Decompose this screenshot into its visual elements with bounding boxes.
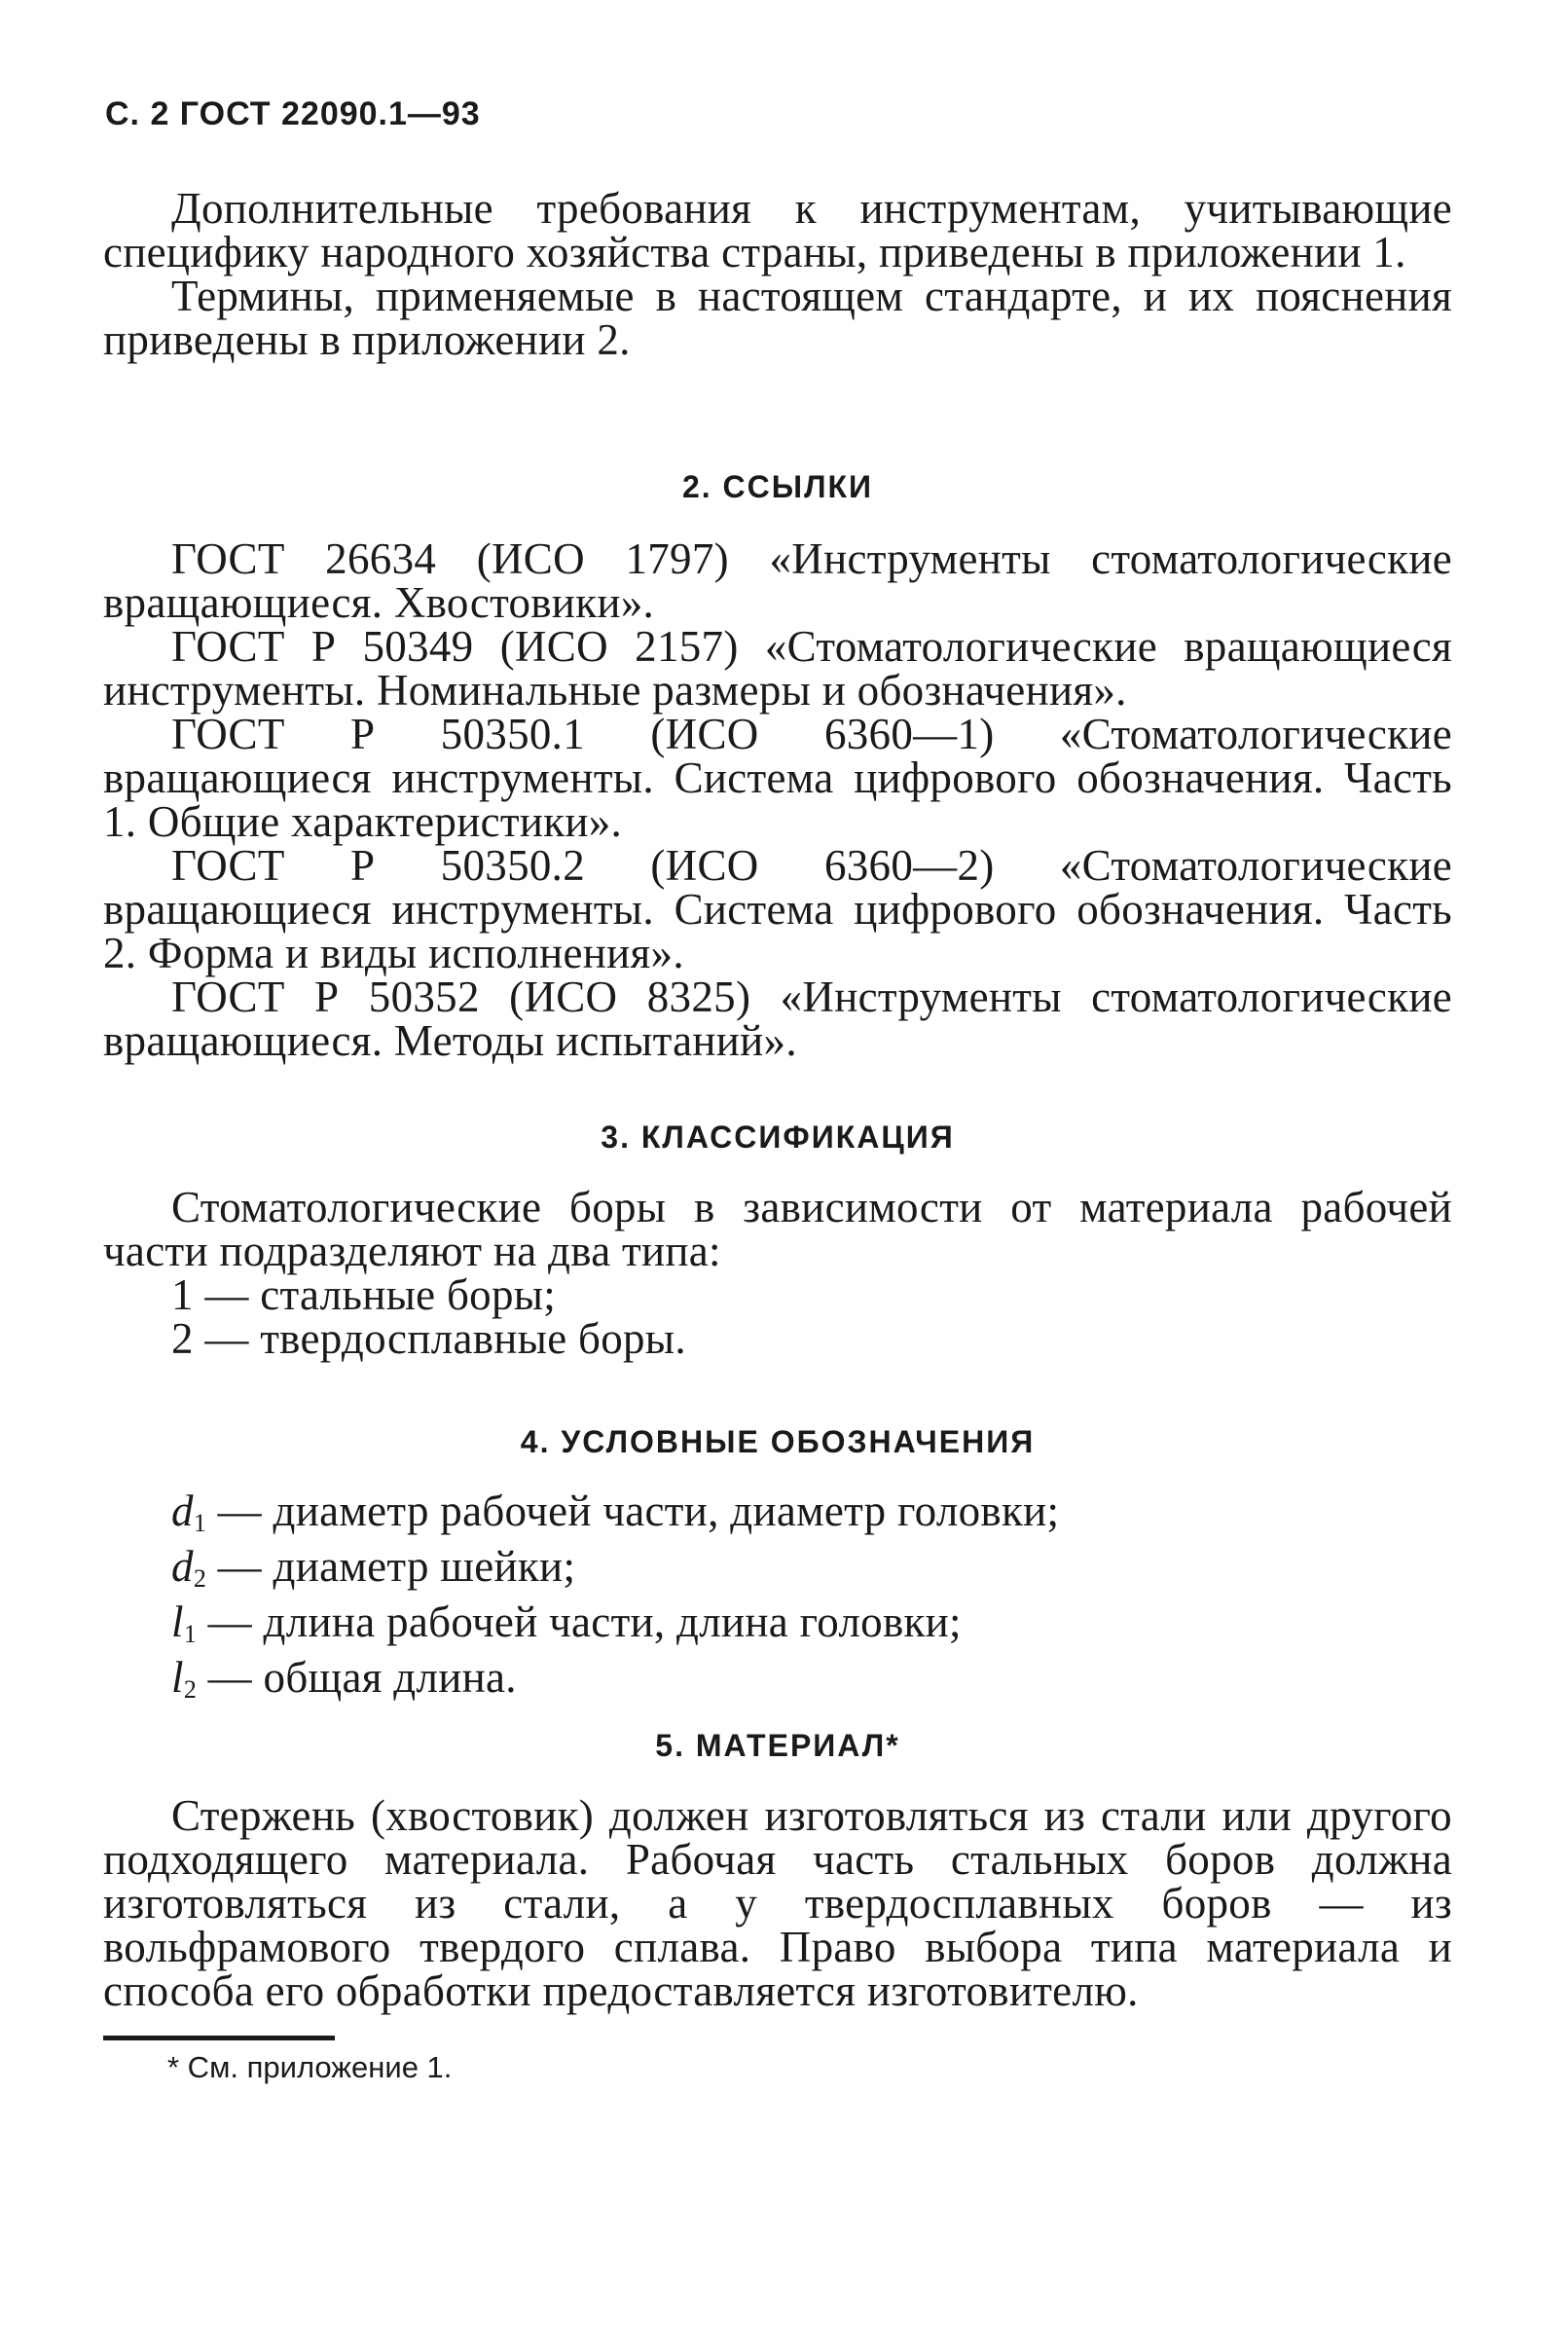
symbol-item — [103, 1653, 1452, 1711]
material-block — [103, 1791, 1452, 2015]
symbol-subscript: 1 — [183, 1620, 198, 1648]
symbol-item — [103, 1597, 1452, 1656]
symbols-list — [103, 1489, 1452, 1711]
intro-paragraph: Термины, применяемые в настоящем стандарте, и их пояснения приведены в приложении 2. — [103, 272, 1452, 364]
intro-block — [103, 184, 1452, 364]
section-4-heading: 4. УСЛОВНЫЕ ОБОЗНАЧЕНИЯ — [520, 1424, 1036, 1459]
symbol-item — [103, 1542, 1452, 1600]
section-5-heading: 5. МАТЕРИАЛ* — [655, 1728, 900, 1763]
symbol-description: — общая длина. — [197, 1653, 517, 1702]
symbol: l — [171, 1597, 184, 1646]
classification-block — [103, 1183, 1452, 1363]
references-list — [103, 534, 1452, 1065]
page-header: С. 2 ГОСТ 22090.1—93 — [105, 95, 481, 132]
symbol-description: — длина рабочей части, длина головки; — [197, 1597, 962, 1646]
section-2-heading: 2. ССЫЛКИ — [681, 469, 874, 504]
symbol-item — [103, 1489, 1452, 1545]
symbol: l — [171, 1653, 184, 1702]
intro-paragraph: Дополнительные требования к инструментам, учитывающие специфику народного хозяйства страны, приведены в приложении 1. — [103, 184, 1452, 276]
classification-text: Стоматологические боры в зависимости от материала рабочей части подразделяют на два типа: — [103, 1183, 1452, 1275]
symbol: d — [171, 1542, 194, 1591]
symbol-subscript: 2 — [193, 1564, 207, 1593]
reference-item: ГОСТ Р 50352 (ИСО 8325) «Инструменты стоматологические вращающиеся. Методы испытаний». — [103, 973, 1452, 1065]
symbol-description: — диаметр шейки; — [206, 1542, 576, 1591]
material-text: Стержень (хвостовик) должен изготовляться из стали или другого подходящего материала. Рабочая часть стальных боров должна изготовляться из стали, а у твердосплавных боров — из вольфрамового твердого сплава. Право выбора типа материала и способа его обработки предоставляется изготовителю. — [103, 1791, 1452, 2015]
symbol-subscript: 2 — [183, 1675, 198, 1704]
classification-item: 1 — стальные боры; — [171, 1270, 557, 1319]
symbol-description: — диаметр рабочей части, диаметр головки; — [206, 1487, 1060, 1535]
reference-item: ГОСТ Р 50349 (ИСО 2157) «Стоматологические вращающиеся инструменты. Номинальные размеры и обозначения». — [103, 622, 1452, 715]
reference-item: ГОСТ 26634 (ИСО 1797) «Инструменты стоматологические вращающиеся. Хвостовики». — [103, 534, 1452, 627]
section-3-heading: 3. КЛАССИФИКАЦИЯ — [601, 1120, 955, 1155]
symbol: d — [171, 1487, 194, 1535]
reference-item: ГОСТ Р 50350.1 (ИСО 6360—1) «Стоматологические вращающиеся инструменты. Система цифрового обозначения. Часть 1. Общие характеристики». — [103, 710, 1452, 846]
footnote: * См. приложение 1. — [167, 2050, 453, 2084]
reference-item: ГОСТ Р 50350.2 (ИСО 6360—2) «Стоматологические вращающиеся инструменты. Система цифрового обозначения. Часть 2. Форма и виды исполнения». — [103, 841, 1452, 977]
classification-item: 2 — твердосплавные боры. — [171, 1314, 686, 1363]
footnote-rule — [103, 2036, 335, 2040]
symbol-subscript: 1 — [193, 1509, 207, 1537]
